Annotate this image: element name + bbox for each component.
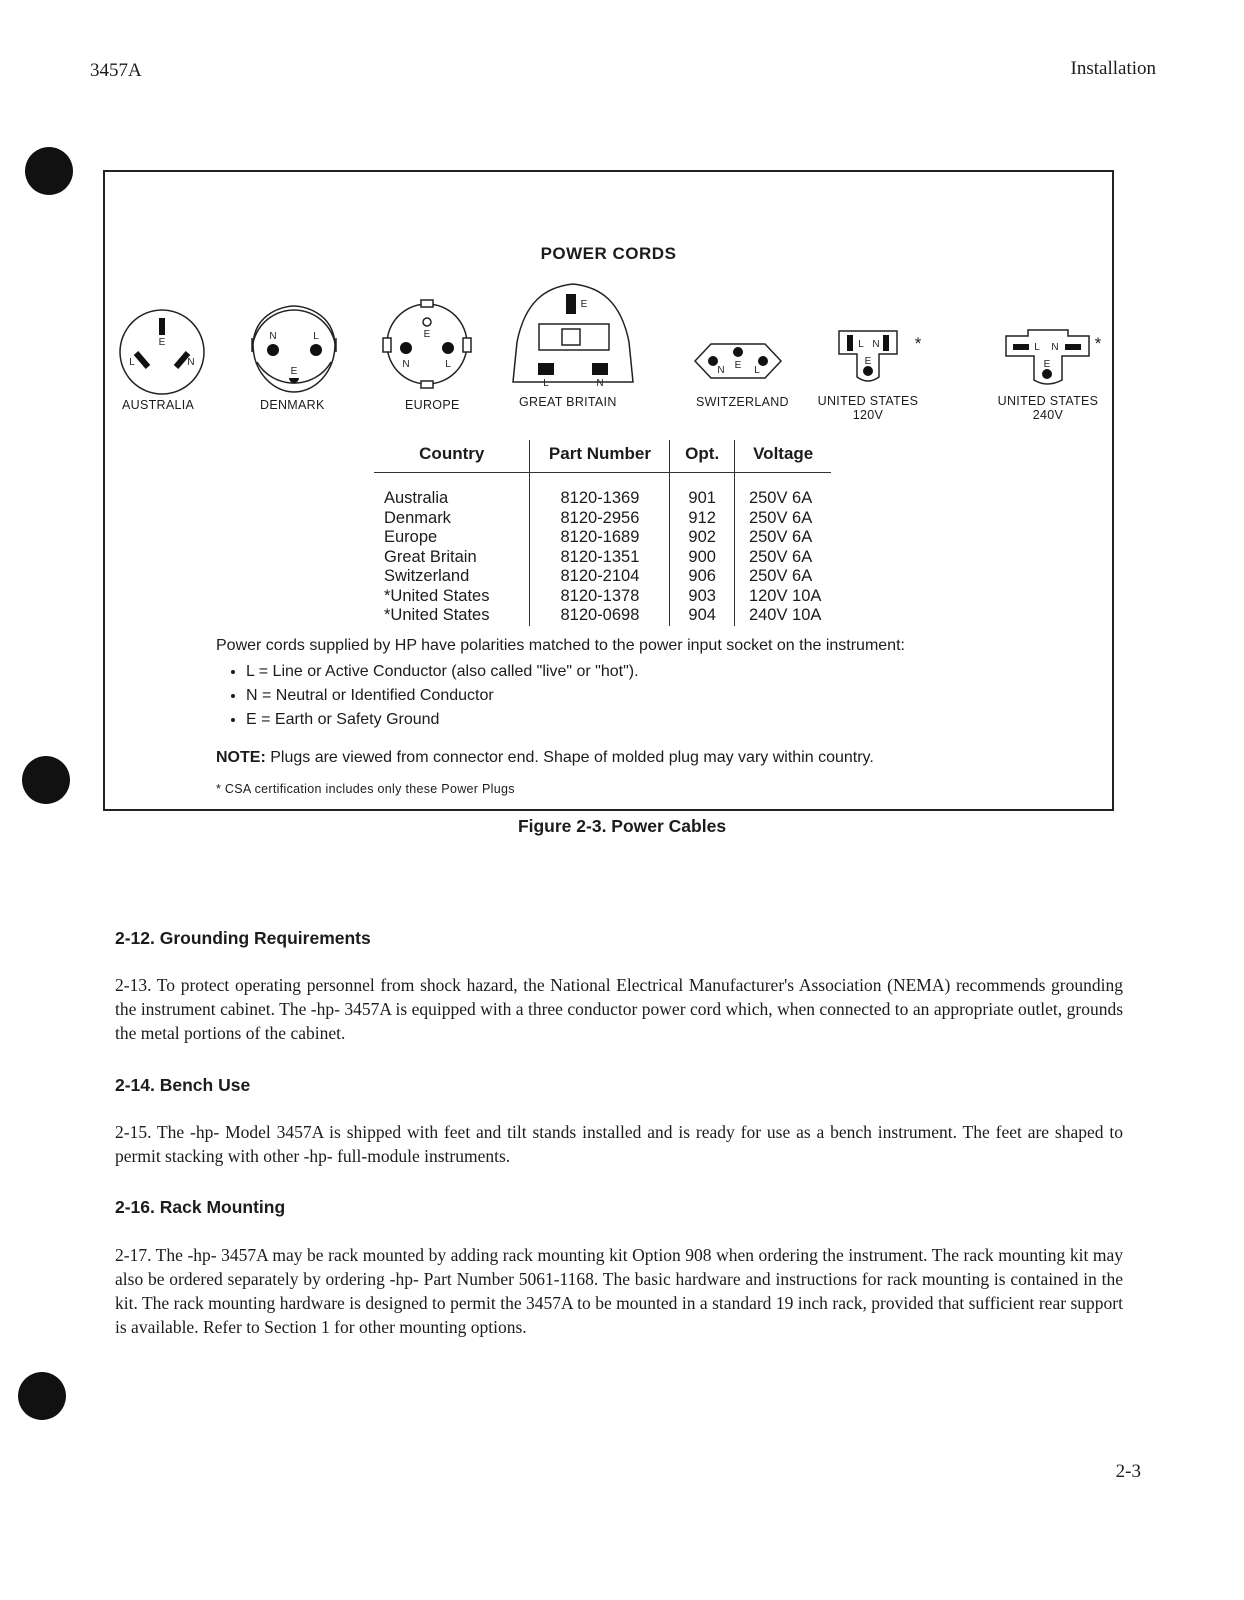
figure-caption: Figure 2-3. Power Cables: [517, 816, 727, 836]
polarity-list: [216, 660, 905, 732]
plug-label-voltage: 240V: [1032, 408, 1064, 422]
plug-diagrams: [105, 172, 1112, 472]
cell-voltage: 250V 6A: [734, 528, 831, 548]
cell-part-number: 8120-0698: [530, 606, 670, 626]
figure-title: POWER CORDS: [540, 244, 677, 263]
table-row: [374, 509, 831, 529]
cell-part-number: 8120-2104: [530, 567, 670, 587]
cell-voltage: 240V 10A: [734, 606, 831, 626]
table-row: [374, 548, 831, 568]
pin-label-e: E: [1043, 359, 1051, 370]
cell-voltage: 250V 6A: [734, 548, 831, 568]
section-heading: 2-14. Bench Use: [115, 1075, 251, 1095]
cell-country: Switzerland: [384, 567, 470, 585]
pin-label-n: N: [402, 359, 410, 370]
pin-label-l: L: [754, 365, 760, 376]
list-item: • E = Earth or Safety Ground: [246, 708, 905, 732]
cell-part-number: 8120-1689: [530, 528, 670, 548]
cell-part-number: 8120-1351: [530, 548, 670, 568]
pin-label-l: L: [858, 339, 864, 350]
cell-opt: 904: [670, 606, 735, 626]
pin-label-l: L: [313, 331, 319, 342]
pin-label-n: N: [872, 339, 880, 350]
note-text: Plugs are viewed from connector end. Shape of molded plug may vary within country.: [270, 749, 874, 766]
table-row: [374, 528, 831, 548]
table-row: [374, 473, 831, 509]
plug-label-country: UNITED STATES: [817, 394, 919, 408]
pin-label-n: N: [1051, 342, 1059, 353]
plug-label-europe: EUROPE: [405, 398, 460, 412]
table-header-row: [374, 440, 831, 473]
cell-opt: 902: [670, 528, 735, 548]
col-header-part-number: Part Number: [530, 440, 670, 473]
pin-label-l: L: [543, 378, 549, 389]
switzerland-plug-icon: [695, 344, 781, 378]
cell-voltage: 250V 6A: [734, 473, 831, 509]
header-section: Installation: [1070, 58, 1156, 79]
pin-label-n: N: [269, 331, 277, 342]
cell-voltage: 250V 6A: [734, 509, 831, 529]
pin-label-n: N: [187, 357, 195, 368]
csa-footnote: * CSA certification includes only these Power Plugs: [216, 782, 515, 796]
plug-label-country: UNITED STATES: [997, 394, 1099, 408]
cell-country: Great Britain: [384, 547, 477, 566]
plug-label-great-britain: GREAT BRITAIN: [519, 395, 617, 409]
table-row: [374, 567, 831, 587]
note: [216, 749, 874, 767]
cell-country: Australia: [384, 489, 449, 507]
australia-plug-icon: [120, 310, 204, 394]
note-label: NOTE:: [216, 749, 266, 766]
list-item: • L = Line or Active Conductor (also called "live" or "hot").: [246, 660, 905, 684]
pin-label-e: E: [290, 366, 298, 377]
plug-label-denmark: DENMARK: [260, 398, 325, 412]
plug-label-us-120v: [811, 394, 925, 422]
list-item: • N = Neutral or Identified Conductor: [246, 684, 905, 708]
cell-opt: 900: [670, 548, 735, 568]
europe-plug-icon: [383, 300, 471, 388]
cell-country: *United States: [384, 606, 490, 624]
pin-label-n: N: [717, 365, 725, 376]
polarity-notes: [216, 634, 905, 732]
header-model: 3457A: [90, 60, 142, 81]
cell-voltage: 250V 6A: [734, 567, 831, 587]
pin-label-l: L: [129, 357, 135, 368]
plug-label-switzerland: SWITZERLAND: [696, 395, 789, 409]
punch-hole: [22, 756, 70, 804]
paragraph: 2-17. The -hp- 3457A may be rack mounted by adding rack mounting kit Option 908 when ordering the instrument. The rack mounting kit may also be ordered separately by ordering -hp- Part Number 5061-1168. The basic hardware and instructions for rack mounting is contained in the kit. The rack mounting hardware is designed to permit the 3457A to be mounted in a standard 19 inch rack, provided that sufficient rear support is available. Refer to Section 1 for other mounting options.: [115, 1245, 1123, 1337]
csa-asterisk: *: [1094, 334, 1102, 353]
pin-label-e: E: [580, 299, 588, 310]
power-cords-figure: [103, 170, 1114, 811]
cell-country: Europe: [384, 528, 438, 546]
cell-part-number: 8120-1369: [530, 473, 670, 509]
pin-label-e: E: [158, 337, 166, 348]
cell-opt: 906: [670, 567, 735, 587]
cell-opt: 903: [670, 587, 735, 607]
cell-opt: 901: [670, 473, 735, 509]
cell-country: *United States: [384, 586, 490, 605]
col-header-country: Country: [374, 440, 530, 473]
power-cord-table: [374, 440, 831, 626]
page-number: 2-3: [1115, 1461, 1141, 1482]
col-header-voltage: Voltage: [734, 440, 831, 473]
cell-part-number: 8120-1378: [530, 587, 670, 607]
section-heading: 2-16. Rack Mounting: [115, 1197, 286, 1217]
pin-label-e: E: [864, 356, 872, 367]
table-row: [374, 587, 831, 607]
paragraph: 2-13. To protect operating personnel from shock hazard, the National Electrical Manufacturer's Association (NEMA) recommends grounding the instrument cabinet. The -hp- 3457A is equipped with a three conductor power cord which, when connected to an appropriate outlet, grounds the metal portions of the cabinet.: [115, 975, 1123, 1043]
col-header-opt: Opt.: [670, 440, 735, 473]
polarity-intro: Power cords supplied by HP have polarities matched to the power input socket on the instrument:: [216, 637, 905, 654]
table-row: [374, 606, 831, 626]
pin-label-l: L: [445, 359, 451, 370]
pin-label-e: E: [423, 329, 431, 340]
cell-part-number: 8120-2956: [530, 509, 670, 529]
cell-country: Denmark: [384, 508, 451, 527]
punch-hole: [18, 1372, 66, 1420]
pin-label-n: N: [596, 378, 604, 389]
plug-label-us-240v: [991, 394, 1105, 422]
plug-label-australia: AUSTRALIA: [122, 398, 195, 412]
us-240v-plug-icon: [1006, 330, 1102, 384]
pin-label-l: L: [1034, 342, 1040, 353]
paragraph: 2-15. The -hp- Model 3457A is shipped with feet and tilt stands installed and is ready for use as a bench instrument. The feet are shaped to permit stacking with other -hp- full-module instruments.: [115, 1122, 1123, 1166]
cell-opt: 912: [670, 509, 735, 529]
section-heading: 2-12. Grounding Requirements: [115, 928, 371, 948]
punch-hole: [25, 147, 73, 195]
plug-label-voltage: 120V: [852, 408, 884, 422]
great-britain-plug-icon: [513, 284, 633, 389]
pin-label-e: E: [734, 360, 742, 371]
csa-asterisk: *: [914, 334, 922, 353]
denmark-plug-icon: [252, 306, 336, 392]
us-120v-plug-icon: [839, 331, 922, 381]
cell-voltage: 120V 10A: [734, 587, 831, 607]
